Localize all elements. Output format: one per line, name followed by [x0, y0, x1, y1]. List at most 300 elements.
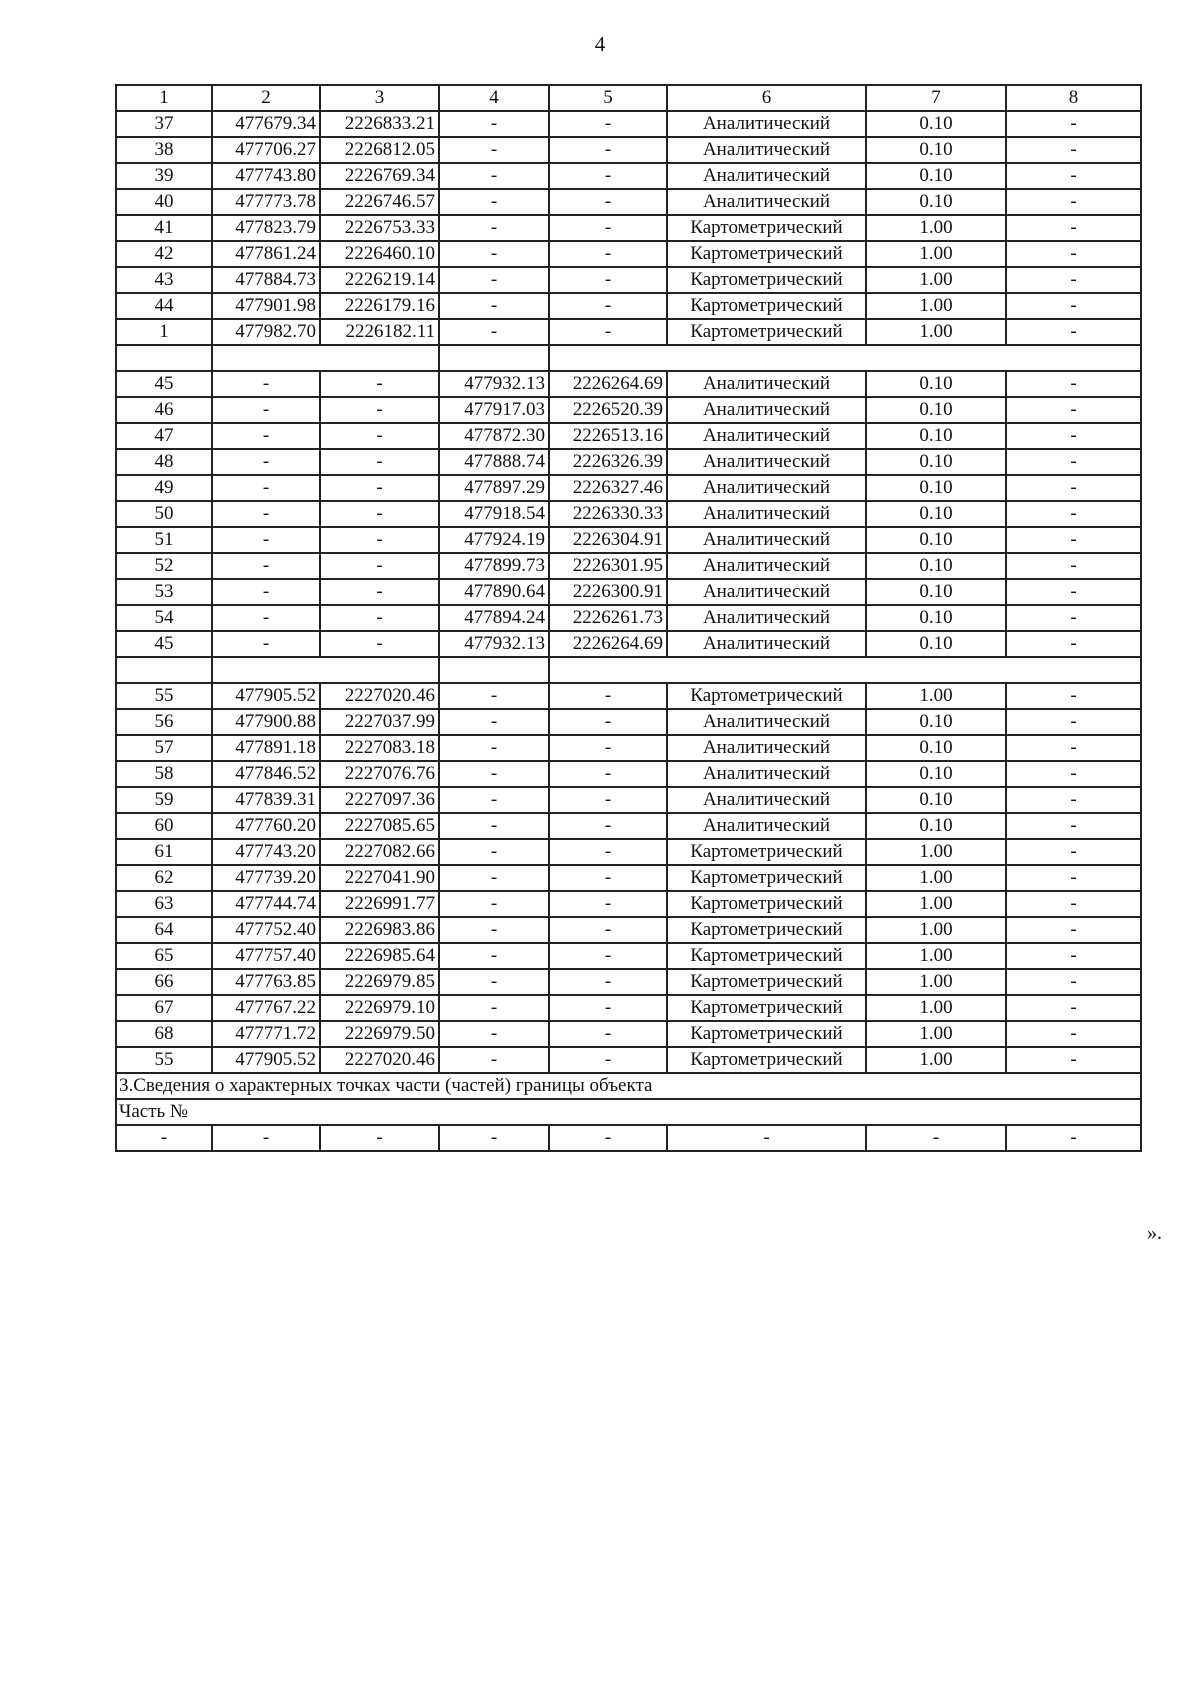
cell-description: - — [1006, 969, 1141, 995]
cell-y-coord-new: 2226520.39 — [549, 397, 667, 423]
cell-y-coord-new: - — [549, 1047, 667, 1073]
cell-description: - — [1006, 917, 1141, 943]
cell-description: - — [1006, 553, 1141, 579]
cell-x-coord-new: - — [439, 319, 549, 345]
cell-accuracy: 1.00 — [866, 995, 1006, 1021]
cell-y-coord-new: - — [549, 891, 667, 917]
cell-accuracy: 7 — [866, 85, 1006, 111]
cell-x-coord-new: - — [439, 189, 549, 215]
cell-x-coord-new: 477899.73 — [439, 553, 549, 579]
cell-description: - — [1006, 579, 1141, 605]
cell-x-coord-new: 477894.24 — [439, 605, 549, 631]
cell-y-coord-new: - — [549, 241, 667, 267]
cell-point-number: 54 — [116, 605, 212, 631]
cell-x-coord-new: - — [439, 943, 549, 969]
cell-point-number: 44 — [116, 293, 212, 319]
cell-description: - — [1006, 709, 1141, 735]
table-row — [116, 579, 1141, 605]
cell-description: - — [1006, 111, 1141, 137]
table-row — [116, 397, 1141, 423]
cell-accuracy: - — [866, 1125, 1006, 1151]
cell-description: - — [1006, 371, 1141, 397]
cell-y-coord-new: 2226301.95 — [549, 553, 667, 579]
table-row — [116, 787, 1141, 813]
cell-description: - — [1006, 449, 1141, 475]
cell-y-coord-old: 2227076.76 — [320, 761, 439, 787]
cell-point-number: 47 — [116, 423, 212, 449]
cell-method: Картометрический — [667, 839, 866, 865]
cell-point-number: 68 — [116, 1021, 212, 1047]
cell-empty — [212, 657, 439, 683]
cell-empty — [116, 657, 212, 683]
cell-description: - — [1006, 397, 1141, 423]
cell-x-coord-old: 477901.98 — [212, 293, 320, 319]
cell-y-coord-old: - — [320, 553, 439, 579]
cell-method: Картометрический — [667, 943, 866, 969]
cell-y-coord-new: 2226330.33 — [549, 501, 667, 527]
cell-point-number: 51 — [116, 527, 212, 553]
cell-x-coord-new: - — [439, 813, 549, 839]
table-row — [116, 241, 1141, 267]
cell-x-coord-old: - — [212, 553, 320, 579]
cell-method: - — [667, 1125, 866, 1151]
cell-y-coord-new: - — [549, 215, 667, 241]
table-row — [116, 319, 1141, 345]
cell-method: Картометрический — [667, 683, 866, 709]
cell-description: - — [1006, 943, 1141, 969]
cell-description: - — [1006, 891, 1141, 917]
cell-y-coord-old: 2226753.33 — [320, 215, 439, 241]
cell-y-coord-new: - — [549, 1125, 667, 1151]
cell-point-number: 52 — [116, 553, 212, 579]
cell-accuracy: 0.10 — [866, 761, 1006, 787]
section-3-title: 3.Сведения о характерных точках части (частей) границы объекта — [116, 1073, 1141, 1099]
cell-x-coord-new: 4 — [439, 85, 549, 111]
cell-y-coord-new: - — [549, 709, 667, 735]
cell-point-number: 56 — [116, 709, 212, 735]
cell-method: Картометрический — [667, 891, 866, 917]
cell-y-coord-old: 2227085.65 — [320, 813, 439, 839]
cell-x-coord-new: 477918.54 — [439, 501, 549, 527]
cell-x-coord-new: 477932.13 — [439, 371, 549, 397]
cell-point-number: 55 — [116, 1047, 212, 1073]
cell-y-coord-old: 2226460.10 — [320, 241, 439, 267]
cell-x-coord-old: 477884.73 — [212, 267, 320, 293]
cell-x-coord-new: - — [439, 969, 549, 995]
cell-description: - — [1006, 683, 1141, 709]
cell-method: Аналитический — [667, 761, 866, 787]
cell-x-coord-old: 477743.80 — [212, 163, 320, 189]
cell-y-coord-new: - — [549, 787, 667, 813]
cell-description: - — [1006, 215, 1141, 241]
cell-x-coord-old: - — [212, 423, 320, 449]
table-row — [116, 137, 1141, 163]
cell-accuracy: 0.10 — [866, 449, 1006, 475]
cell-description: - — [1006, 865, 1141, 891]
cell-accuracy: 1.00 — [866, 1047, 1006, 1073]
cell-x-coord-new: - — [439, 761, 549, 787]
cell-y-coord-new: - — [549, 865, 667, 891]
table-row — [116, 761, 1141, 787]
cell-x-coord-new: - — [439, 1047, 549, 1073]
cell-y-coord-old: - — [320, 631, 439, 657]
cell-method: Картометрический — [667, 917, 866, 943]
cell-x-coord-new: - — [439, 111, 549, 137]
cell-y-coord-old: 2226179.16 — [320, 293, 439, 319]
cell-y-coord-new: - — [549, 267, 667, 293]
cell-y-coord-old: - — [320, 397, 439, 423]
cell-accuracy: 1.00 — [866, 267, 1006, 293]
table-row — [116, 683, 1141, 709]
cell-accuracy: 0.10 — [866, 605, 1006, 631]
table-row — [116, 969, 1141, 995]
cell-y-coord-old: - — [320, 605, 439, 631]
cell-y-coord-new: 2226513.16 — [549, 423, 667, 449]
cell-accuracy: 0.10 — [866, 709, 1006, 735]
cell-empty — [549, 657, 1141, 683]
cell-x-coord-new: 477924.19 — [439, 527, 549, 553]
cell-y-coord-old: 3 — [320, 85, 439, 111]
cell-x-coord-old: 477839.31 — [212, 787, 320, 813]
cell-description: 8 — [1006, 85, 1141, 111]
cell-method: Аналитический — [667, 787, 866, 813]
cell-method: Картометрический — [667, 319, 866, 345]
cell-x-coord-new: - — [439, 787, 549, 813]
table-row — [116, 917, 1141, 943]
cell-point-number: 48 — [116, 449, 212, 475]
cell-x-coord-new: - — [439, 865, 549, 891]
cell-x-coord-new: 477872.30 — [439, 423, 549, 449]
cell-x-coord-old: 477752.40 — [212, 917, 320, 943]
cell-y-coord-new: - — [549, 683, 667, 709]
cell-y-coord-old: - — [320, 1125, 439, 1151]
cell-point-number: 1 — [116, 85, 212, 111]
cell-description: - — [1006, 293, 1141, 319]
cell-y-coord-new: - — [549, 1021, 667, 1047]
cell-y-coord-old: 2226812.05 — [320, 137, 439, 163]
cell-method: Аналитический — [667, 423, 866, 449]
cell-description: - — [1006, 605, 1141, 631]
cell-point-number: 66 — [116, 969, 212, 995]
table-row — [116, 1047, 1141, 1073]
cell-y-coord-old: 2227041.90 — [320, 865, 439, 891]
cell-description: - — [1006, 631, 1141, 657]
cell-point-number: 53 — [116, 579, 212, 605]
cell-point-number: 38 — [116, 137, 212, 163]
table-row — [116, 111, 1141, 137]
cell-y-coord-old: 2226833.21 — [320, 111, 439, 137]
cell-method: Картометрический — [667, 865, 866, 891]
cell-description: - — [1006, 189, 1141, 215]
cell-y-coord-new: - — [549, 839, 667, 865]
cell-y-coord-old: - — [320, 527, 439, 553]
cell-y-coord-old: 2226769.34 — [320, 163, 439, 189]
cell-accuracy: 0.10 — [866, 475, 1006, 501]
cell-empty — [439, 657, 549, 683]
cell-x-coord-old: 477767.22 — [212, 995, 320, 1021]
cell-method: Аналитический — [667, 137, 866, 163]
separator-row — [116, 657, 1141, 683]
cell-x-coord-new: - — [439, 215, 549, 241]
cell-x-coord-old: 477757.40 — [212, 943, 320, 969]
cell-accuracy: 0.10 — [866, 631, 1006, 657]
cell-y-coord-old: 2227020.46 — [320, 683, 439, 709]
cell-accuracy: 1.00 — [866, 891, 1006, 917]
cell-x-coord-old: - — [212, 475, 320, 501]
cell-method: Картометрический — [667, 267, 866, 293]
cell-y-coord-new: 2226264.69 — [549, 631, 667, 657]
cell-method: Картометрический — [667, 215, 866, 241]
cell-y-coord-new: - — [549, 969, 667, 995]
cell-accuracy: 1.00 — [866, 943, 1006, 969]
cell-accuracy: 0.10 — [866, 787, 1006, 813]
cell-y-coord-new: - — [549, 293, 667, 319]
cell-point-number: 46 — [116, 397, 212, 423]
cell-accuracy: 0.10 — [866, 501, 1006, 527]
cell-y-coord-new: 2226261.73 — [549, 605, 667, 631]
cell-accuracy: 0.10 — [866, 579, 1006, 605]
cell-point-number: 63 — [116, 891, 212, 917]
cell-x-coord-new: 477932.13 — [439, 631, 549, 657]
cell-x-coord-new: 477917.03 — [439, 397, 549, 423]
boundary-points-table — [115, 84, 1142, 1152]
part-row — [116, 1125, 1141, 1151]
table-row — [116, 995, 1141, 1021]
cell-y-coord-new: 5 — [549, 85, 667, 111]
cell-accuracy: 1.00 — [866, 839, 1006, 865]
cell-y-coord-old: - — [320, 449, 439, 475]
cell-x-coord-old: - — [212, 527, 320, 553]
cell-y-coord-new: - — [549, 189, 667, 215]
cell-method: Картометрический — [667, 995, 866, 1021]
cell-description: - — [1006, 137, 1141, 163]
cell-x-coord-new: - — [439, 241, 549, 267]
cell-y-coord-new: - — [549, 761, 667, 787]
cell-method: Картометрический — [667, 241, 866, 267]
cell-point-number: 49 — [116, 475, 212, 501]
cell-accuracy: 1.00 — [866, 293, 1006, 319]
cell-method: Аналитический — [667, 501, 866, 527]
cell-method: Аналитический — [667, 527, 866, 553]
cell-accuracy: 0.10 — [866, 189, 1006, 215]
cell-point-number: 61 — [116, 839, 212, 865]
cell-y-coord-new: - — [549, 995, 667, 1021]
cell-x-coord-old: 477900.88 — [212, 709, 320, 735]
cell-x-coord-old: 477823.79 — [212, 215, 320, 241]
cell-y-coord-new: - — [549, 111, 667, 137]
cell-x-coord-old: 477905.52 — [212, 683, 320, 709]
cell-accuracy: 0.10 — [866, 163, 1006, 189]
cell-description: - — [1006, 527, 1141, 553]
table-row — [116, 553, 1141, 579]
cell-y-coord-new: - — [549, 943, 667, 969]
cell-point-number: 55 — [116, 683, 212, 709]
cell-y-coord-old: 2227037.99 — [320, 709, 439, 735]
cell-point-number: 65 — [116, 943, 212, 969]
cell-x-coord-old: - — [212, 579, 320, 605]
cell-accuracy: 0.10 — [866, 735, 1006, 761]
cell-point-number: 60 — [116, 813, 212, 839]
cell-y-coord-old: 2226979.85 — [320, 969, 439, 995]
cell-description: - — [1006, 1021, 1141, 1047]
header-row — [116, 85, 1141, 111]
cell-empty — [549, 345, 1141, 371]
cell-point-number: 40 — [116, 189, 212, 215]
cell-description: - — [1006, 267, 1141, 293]
cell-description: - — [1006, 1125, 1141, 1151]
cell-accuracy: 1.00 — [866, 319, 1006, 345]
table-row — [116, 709, 1141, 735]
table-row — [116, 839, 1141, 865]
cell-description: - — [1006, 163, 1141, 189]
cell-x-coord-old: 477861.24 — [212, 241, 320, 267]
cell-y-coord-new: - — [549, 319, 667, 345]
cell-x-coord-old: - — [212, 631, 320, 657]
cell-accuracy: 1.00 — [866, 969, 1006, 995]
cell-method: Аналитический — [667, 111, 866, 137]
cell-y-coord-old: 2226983.86 — [320, 917, 439, 943]
cell-point-number: 41 — [116, 215, 212, 241]
cell-x-coord-old: - — [212, 449, 320, 475]
cell-method: Аналитический — [667, 163, 866, 189]
table-row — [116, 891, 1141, 917]
table-row — [116, 189, 1141, 215]
page-number: 4 — [594, 32, 606, 56]
cell-method: Картометрический — [667, 969, 866, 995]
cell-x-coord-old: - — [212, 501, 320, 527]
table-row — [116, 215, 1141, 241]
cell-accuracy: 0.10 — [866, 423, 1006, 449]
cell-method: Аналитический — [667, 189, 866, 215]
table-row — [116, 293, 1141, 319]
cell-point-number: - — [116, 1125, 212, 1151]
cell-method: Аналитический — [667, 631, 866, 657]
table-row — [116, 267, 1141, 293]
cell-x-coord-new: - — [439, 1125, 549, 1151]
cell-accuracy: 1.00 — [866, 683, 1006, 709]
part-label-row — [116, 1099, 1141, 1125]
cell-y-coord-old: 2227020.46 — [320, 1047, 439, 1073]
cell-accuracy: 0.10 — [866, 813, 1006, 839]
cell-x-coord-old: 477771.72 — [212, 1021, 320, 1047]
cell-x-coord-old: 477744.74 — [212, 891, 320, 917]
table-row — [116, 423, 1141, 449]
cell-x-coord-old: 477846.52 — [212, 761, 320, 787]
cell-x-coord-new: 477890.64 — [439, 579, 549, 605]
cell-x-coord-old: - — [212, 397, 320, 423]
cell-x-coord-new: - — [439, 683, 549, 709]
cell-point-number: 1 — [116, 319, 212, 345]
cell-x-coord-new: - — [439, 709, 549, 735]
cell-point-number: 43 — [116, 267, 212, 293]
table-row — [116, 475, 1141, 501]
cell-x-coord-old: 477763.85 — [212, 969, 320, 995]
cell-description: - — [1006, 787, 1141, 813]
cell-x-coord-old: 2 — [212, 85, 320, 111]
cell-accuracy: 1.00 — [866, 917, 1006, 943]
cell-x-coord-old: 477891.18 — [212, 735, 320, 761]
cell-y-coord-old: - — [320, 501, 439, 527]
cell-x-coord-old: 477905.52 — [212, 1047, 320, 1073]
cell-point-number: 58 — [116, 761, 212, 787]
cell-y-coord-old: - — [320, 475, 439, 501]
cell-point-number: 59 — [116, 787, 212, 813]
cell-description: - — [1006, 423, 1141, 449]
cell-method: Аналитический — [667, 553, 866, 579]
cell-y-coord-old: 2226219.14 — [320, 267, 439, 293]
cell-x-coord-new: - — [439, 891, 549, 917]
cell-method: 6 — [667, 85, 866, 111]
cell-y-coord-old: 2226746.57 — [320, 189, 439, 215]
cell-accuracy: 0.10 — [866, 371, 1006, 397]
cell-x-coord-old: 477679.34 — [212, 111, 320, 137]
cell-method: Аналитический — [667, 605, 866, 631]
cell-y-coord-old: - — [320, 371, 439, 397]
cell-description: - — [1006, 735, 1141, 761]
cell-x-coord-old: 477982.70 — [212, 319, 320, 345]
cell-point-number: 37 — [116, 111, 212, 137]
cell-accuracy: 1.00 — [866, 1021, 1006, 1047]
cell-description: - — [1006, 761, 1141, 787]
cell-method: Картометрический — [667, 1021, 866, 1047]
cell-method: Аналитический — [667, 579, 866, 605]
cell-point-number: 64 — [116, 917, 212, 943]
cell-x-coord-new: - — [439, 1021, 549, 1047]
cell-x-coord-old: 477760.20 — [212, 813, 320, 839]
cell-y-coord-old: 2226985.64 — [320, 943, 439, 969]
cell-description: - — [1006, 813, 1141, 839]
cell-y-coord-old: 2226182.11 — [320, 319, 439, 345]
table-row — [116, 501, 1141, 527]
cell-x-coord-new: - — [439, 995, 549, 1021]
cell-y-coord-old: 2226979.10 — [320, 995, 439, 1021]
cell-y-coord-old: - — [320, 423, 439, 449]
cell-x-coord-new: 477897.29 — [439, 475, 549, 501]
table-row — [116, 527, 1141, 553]
cell-description: - — [1006, 241, 1141, 267]
cell-point-number: 62 — [116, 865, 212, 891]
cell-point-number: 42 — [116, 241, 212, 267]
cell-method: Картометрический — [667, 293, 866, 319]
cell-x-coord-new: 477888.74 — [439, 449, 549, 475]
cell-y-coord-new: 2226304.91 — [549, 527, 667, 553]
cell-accuracy: 0.10 — [866, 397, 1006, 423]
cell-accuracy: 1.00 — [866, 215, 1006, 241]
cell-method: Аналитический — [667, 475, 866, 501]
cell-empty — [212, 345, 439, 371]
table-row — [116, 865, 1141, 891]
cell-x-coord-old: 477773.78 — [212, 189, 320, 215]
table-row — [116, 371, 1141, 397]
table-row — [116, 631, 1141, 657]
cell-y-coord-old: 2226991.77 — [320, 891, 439, 917]
cell-method: Аналитический — [667, 735, 866, 761]
cell-description: - — [1006, 501, 1141, 527]
cell-accuracy: 0.10 — [866, 111, 1006, 137]
table-row — [116, 943, 1141, 969]
cell-point-number: 45 — [116, 371, 212, 397]
table-row — [116, 449, 1141, 475]
cell-x-coord-old: - — [212, 371, 320, 397]
cell-y-coord-new: 2226300.91 — [549, 579, 667, 605]
cell-method: Аналитический — [667, 813, 866, 839]
cell-description: - — [1006, 839, 1141, 865]
cell-y-coord-new: - — [549, 813, 667, 839]
cell-y-coord-new: - — [549, 163, 667, 189]
cell-y-coord-new: 2226264.69 — [549, 371, 667, 397]
separator-row — [116, 345, 1141, 371]
table-row — [116, 813, 1141, 839]
